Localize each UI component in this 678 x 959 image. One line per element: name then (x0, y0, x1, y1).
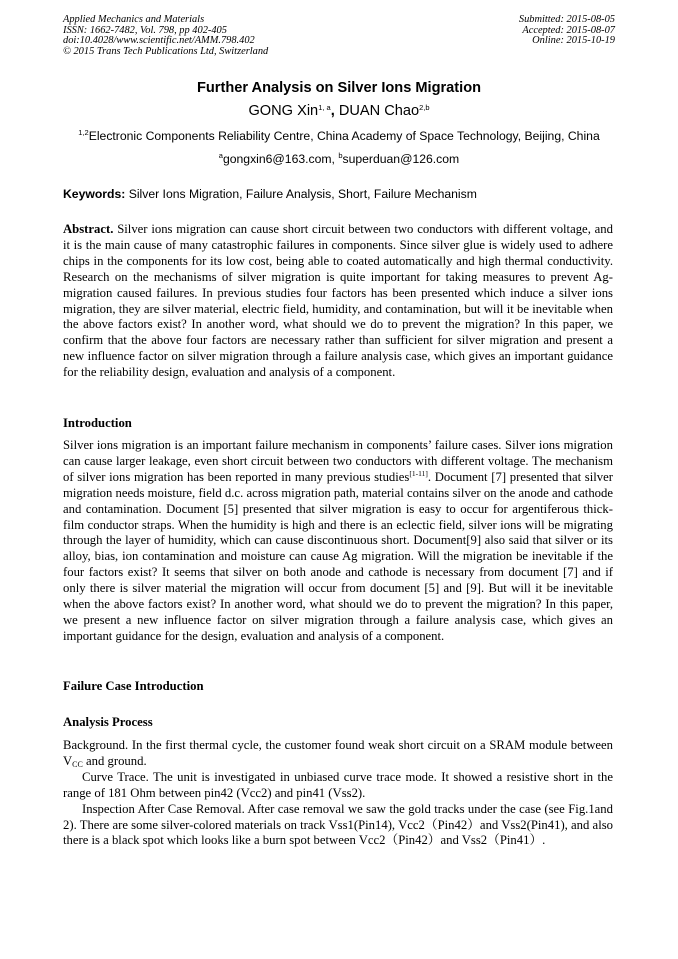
author-1-marker: 1, a (318, 103, 331, 112)
email-1[interactable]: gongxin6@163.com, (222, 152, 339, 166)
journal-name: Applied Mechanics and Materials (63, 14, 205, 25)
doi-line[interactable]: doi:10.4028/www.scientific.net/AMM.798.402 (63, 35, 255, 47)
affiliation-text: Electronic Components Reliability Centre, China Academy of Space Technology, Beijing, China (88, 129, 600, 143)
introduction-heading: Introduction (63, 416, 132, 430)
submission-dates (519, 15, 615, 47)
author-line (0, 103, 678, 119)
email-2-marker: b (338, 151, 343, 160)
submitted-date: Submitted: 2015-08-05 (518, 14, 615, 25)
abstract-label: Abstract. (63, 222, 114, 236)
affiliation-marker: 1,2 (78, 128, 89, 137)
background-text-2: and ground. (82, 753, 147, 768)
curve-trace-paragraph: Curve Trace. The unit is investigated in unbiased curve trace mode. It showed a resistive short in the range of 181 Ohm between pin42 (Vcc2) and pin41 (Vss2). (63, 769, 613, 800)
introduction-paragraph (63, 438, 613, 645)
failure-case-heading: Failure Case Introduction (63, 679, 204, 693)
issn-line: ISSN: 1662-7482, Vol. 798, pp 402-405 (63, 24, 227, 36)
copyright-line: © 2015 Trans Tech Publications Ltd, Switzerland (63, 45, 269, 57)
analysis-process-heading: Analysis Process (63, 715, 153, 729)
author-2-marker: 2,b (419, 103, 430, 112)
analysis-process-body (63, 738, 613, 849)
abstract-paragraph (63, 222, 613, 381)
affiliation (0, 129, 678, 143)
keywords-text: Silver Ions Migration, Failure Analysis, Short, Failure Mechanism (125, 187, 477, 201)
accepted-date: Accepted: 2015-08-07 (522, 24, 615, 36)
inspection-paragraph: Inspection After Case Removal. After case removal we saw the gold tracks under the case (see Fig.1and 2). There are some silver-colored materials on track Vss1(Pin14), Vcc2（Pin42）and Vss2(Pin41), and also there is a black spot which looks like a burn spot between Vcc2（Pin42）and Vss2（Pin41）. (63, 801, 613, 848)
abstract-text: Silver ions migration can cause short circuit between two conductors with different voltage, and it is the main cause of many catastrophic failures in components. Since silver glue is widely used to adhere chips in the components for its low cost, being able to coated automatically and high thermal conductivity. Research on the mechanisms of silver migration is quite important for taking measures to prevent Ag-migration caused failures. In previous studies four factors has been presented which induce a silver ions migration, they are silver material, electric field, humidity, and contamination, but will it be inevitable when the above factors exist? In another word, what should we do to prevent the migration? In this paper, we confirm that the above four factors are necessary rather than sufficient for silver migration and present a new influence factor on silver migration through a failure analysis case, which gives an important guidance for the reliability design, evaluation and analysis of a component. (63, 222, 613, 380)
intro-text-part-2: . Document [7] presented that silver migration needs moisture, field d.c. across migration path, material contains silver on the anode and cathode and contamination. Document [5] presented that silver migration is easy to occur for argentiferous thick-film conductor straps. When the humidity is high and there is an eclectic field, silver ions will be migrating through the layer of humidity, which can cause discontinuous short. Document[9] also said that silver or its alloy, bias, ion contamination and moisture can cause Ag migration. Will the migration be inevitable if the four factors exist? It seems that silver on both anode and cathode is necessary from document [7] and if only there is silver material the migration will occur from document [5] and [9]. But will it be inevitable when the above factors exist? In another word, what should we do to prevent the migration? In this paper, we present a new influence factor on silver migration through a failure analysis case, which gives an important guidance for the design, evaluation and analysis of a component. (63, 469, 613, 643)
journal-info (63, 15, 268, 57)
background-text-1: Background. In the first thermal cycle, the customer found weak short circuit on a SRAM module between V (63, 738, 613, 768)
author-2: DUAN Chao (338, 103, 420, 119)
email-1-marker: a (218, 151, 223, 160)
author-emails (0, 152, 678, 166)
email-2[interactable]: superduan@126.com (342, 152, 460, 166)
author-separator: , (330, 103, 339, 119)
paper-title: Further Analysis on Silver Ions Migration (196, 80, 482, 96)
author-1: GONG Xin (248, 103, 319, 119)
vcc-subscript: CC (72, 759, 83, 769)
intro-citation: [1-11] (409, 468, 428, 478)
intro-text-part-1: Silver ions migration is an important failure mechanism in components’ failure cases. Silver ions migration can cause larger leakage, even short circuit between two conductors with different voltage. The mechanism of silver ions migration has been reported in many previous studies (63, 438, 613, 484)
background-paragraph (63, 738, 613, 770)
online-date: Online: 2015-10-19 (532, 35, 615, 47)
keywords-label: Keywords: (63, 187, 126, 201)
keywords-line (63, 187, 477, 201)
